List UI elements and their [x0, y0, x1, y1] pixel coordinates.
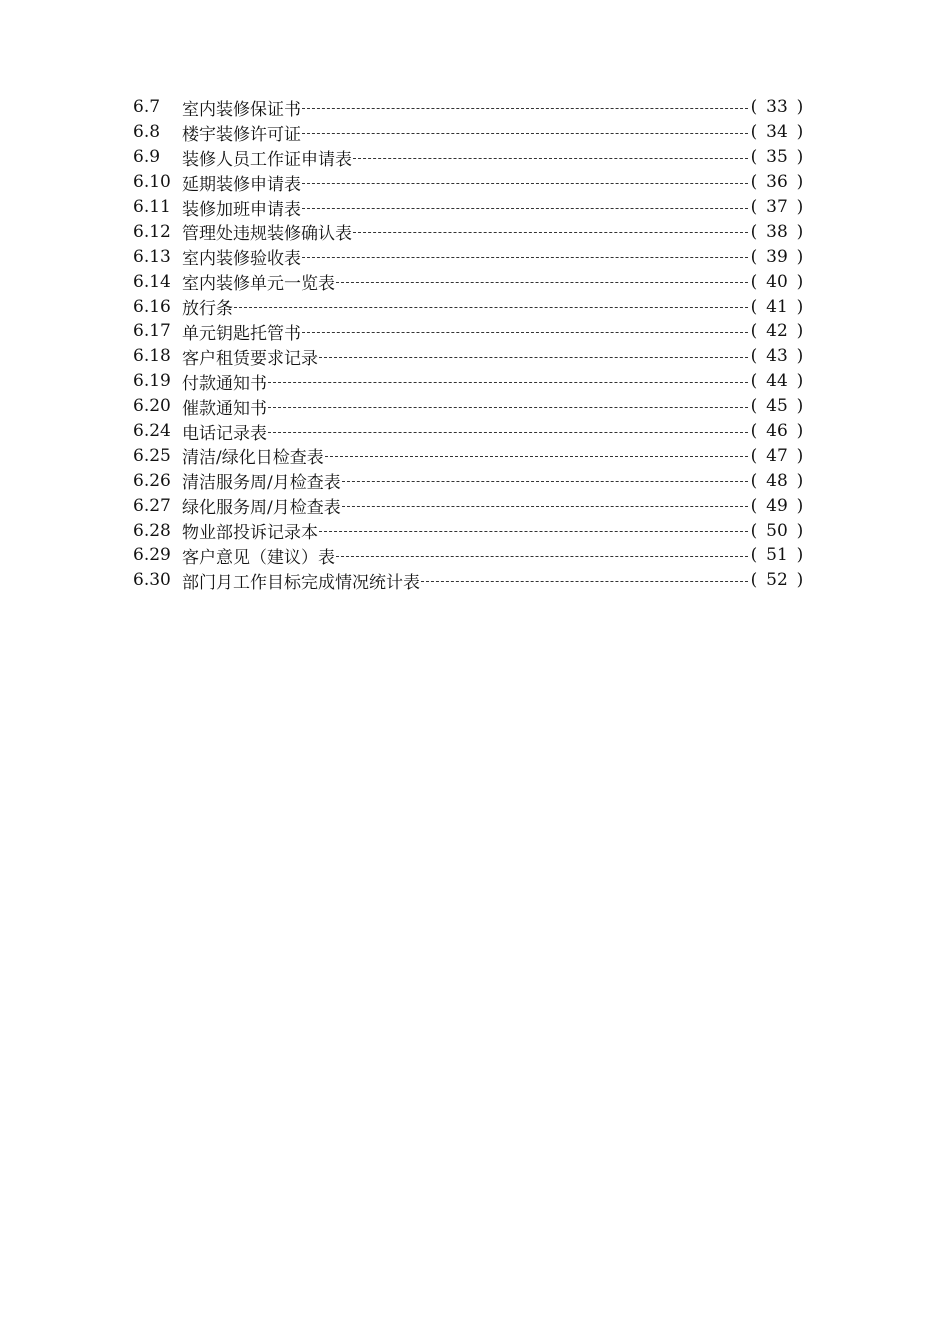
open-paren: ( — [750, 421, 758, 442]
toc-entry[interactable] — [133, 319, 805, 344]
dot-leader — [319, 357, 748, 358]
page-reference — [749, 147, 805, 167]
close-paren: ) — [796, 122, 804, 143]
toc-entry[interactable] — [133, 195, 805, 220]
entry-number: 6.20 — [133, 396, 171, 417]
page-reference — [749, 197, 805, 217]
entry-number: 6.30 — [133, 570, 171, 591]
toc-entry[interactable] — [133, 269, 805, 294]
entry-number: 6.9 — [133, 147, 161, 168]
page-number: 45 — [766, 396, 788, 417]
open-paren: ( — [750, 296, 758, 317]
open-paren: ( — [750, 246, 758, 267]
page-number: 33 — [766, 97, 788, 118]
entry-title: 催款通知书 — [182, 398, 267, 419]
entry-title: 清洁/绿化日检查表 — [182, 448, 324, 469]
dot-leader — [353, 158, 748, 159]
close-paren: ) — [796, 445, 804, 466]
close-paren: ) — [796, 570, 804, 591]
dot-leader — [353, 232, 748, 233]
toc-entry[interactable] — [133, 468, 805, 493]
toc-entry[interactable] — [133, 145, 805, 170]
entry-number: 6.25 — [133, 445, 171, 466]
open-paren: ( — [750, 197, 758, 217]
page-reference — [749, 446, 805, 466]
dot-leader — [302, 332, 748, 333]
entry-title: 室内装修单元一览表 — [182, 274, 335, 295]
open-paren: ( — [750, 470, 758, 491]
dot-leader — [302, 208, 748, 209]
dot-leader — [319, 531, 748, 532]
entry-number: 6.14 — [133, 271, 171, 292]
entry-title: 单元钥匙托管书 — [182, 323, 301, 344]
close-paren: ) — [796, 396, 804, 417]
page-number: 42 — [766, 321, 788, 342]
toc-entry[interactable] — [133, 443, 805, 468]
open-paren: ( — [750, 122, 758, 143]
close-paren: ) — [796, 97, 804, 118]
page-reference — [749, 346, 805, 366]
page-reference — [749, 545, 805, 565]
open-paren: ( — [750, 97, 758, 118]
toc-entry[interactable] — [133, 219, 805, 244]
entry-title: 装修人员工作证申请表 — [182, 149, 352, 170]
dot-leader — [302, 133, 748, 134]
entry-title: 客户意见（建议）表 — [182, 547, 335, 568]
entry-number: 6.10 — [133, 172, 171, 193]
close-paren: ) — [796, 470, 804, 491]
entry-number: 6.29 — [133, 545, 171, 566]
page-number: 51 — [766, 545, 788, 566]
entry-title: 物业部投诉记录本 — [182, 523, 318, 544]
dot-leader — [302, 257, 748, 258]
page-number: 40 — [766, 271, 788, 292]
entry-number: 6.26 — [133, 470, 171, 491]
entry-number: 6.27 — [133, 495, 171, 516]
page-number: 43 — [766, 346, 788, 367]
table-of-contents — [133, 95, 805, 593]
entry-title: 楼宇装修许可证 — [182, 124, 301, 145]
entry-number: 6.7 — [133, 97, 161, 118]
open-paren: ( — [750, 147, 758, 168]
close-paren: ) — [796, 545, 804, 566]
entry-number: 6.13 — [133, 246, 171, 267]
open-paren: ( — [750, 396, 758, 417]
page-reference — [749, 172, 805, 192]
close-paren: ) — [796, 246, 804, 267]
toc-entry[interactable] — [133, 244, 805, 269]
page-reference — [749, 521, 805, 541]
dot-leader — [268, 407, 748, 408]
dot-leader — [336, 282, 748, 283]
page-number: 35 — [766, 147, 788, 168]
entry-number: 6.11 — [133, 197, 171, 217]
entry-number: 6.16 — [133, 296, 171, 317]
dot-leader — [234, 307, 748, 308]
page-number: 48 — [766, 470, 788, 491]
page-number: 52 — [766, 570, 788, 591]
dot-leader — [302, 183, 748, 184]
toc-entry[interactable] — [133, 170, 805, 195]
toc-entry[interactable] — [133, 493, 805, 518]
toc-entry[interactable] — [133, 568, 805, 593]
close-paren: ) — [796, 296, 804, 317]
dot-leader — [342, 506, 748, 507]
page-reference — [749, 396, 805, 416]
entry-number: 6.17 — [133, 321, 171, 342]
close-paren: ) — [796, 346, 804, 367]
toc-entry[interactable] — [133, 543, 805, 568]
open-paren: ( — [750, 271, 758, 292]
page-reference — [749, 371, 805, 391]
toc-entry[interactable] — [133, 95, 805, 120]
open-paren: ( — [750, 321, 758, 342]
close-paren: ) — [796, 321, 804, 342]
entry-title: 装修加班申请表 — [182, 199, 301, 220]
toc-entry[interactable] — [133, 419, 805, 444]
open-paren: ( — [750, 570, 758, 591]
entry-title: 管理处违规装修确认表 — [182, 224, 352, 245]
dot-leader — [421, 581, 748, 582]
entry-title: 客户租赁要求记录 — [182, 348, 318, 369]
page-reference — [749, 496, 805, 516]
dot-leader — [342, 481, 748, 482]
page-number: 36 — [766, 172, 788, 193]
page-number: 49 — [766, 495, 788, 516]
page-reference — [749, 471, 805, 491]
page-reference — [749, 297, 805, 317]
entry-title: 部门月工作目标完成情况统计表 — [182, 572, 420, 593]
page-reference — [749, 272, 805, 292]
toc-entry[interactable] — [133, 294, 805, 319]
close-paren: ) — [796, 197, 804, 217]
entry-number: 6.28 — [133, 520, 171, 541]
close-paren: ) — [796, 421, 804, 442]
open-paren: ( — [750, 445, 758, 466]
page-number: 41 — [766, 296, 788, 317]
close-paren: ) — [796, 495, 804, 516]
entry-title: 延期装修申请表 — [182, 174, 301, 195]
entry-title: 室内装修保证书 — [182, 99, 301, 120]
open-paren: ( — [750, 495, 758, 516]
close-paren: ) — [796, 221, 804, 242]
open-paren: ( — [750, 371, 758, 392]
page-number: 38 — [766, 221, 788, 242]
entry-number: 6.24 — [133, 421, 171, 442]
entry-title: 室内装修验收表 — [182, 249, 301, 270]
toc-entry[interactable] — [133, 369, 805, 394]
page-number: 34 — [766, 122, 788, 143]
page-number: 50 — [766, 520, 788, 541]
dot-leader — [325, 456, 748, 457]
open-paren: ( — [750, 346, 758, 367]
page-number: 39 — [766, 246, 788, 267]
open-paren: ( — [750, 221, 758, 242]
page-reference — [749, 321, 805, 341]
entry-title: 清洁服务周/月检查表 — [182, 473, 341, 494]
page-number: 46 — [766, 421, 788, 442]
toc-entry[interactable] — [133, 120, 805, 145]
close-paren: ) — [796, 271, 804, 292]
entry-title: 放行条 — [182, 299, 233, 320]
entry-title: 付款通知书 — [182, 373, 267, 394]
toc-entry[interactable] — [133, 518, 805, 543]
open-paren: ( — [750, 172, 758, 193]
dot-leader — [302, 108, 748, 109]
entry-number: 6.19 — [133, 371, 171, 392]
page-reference — [749, 97, 805, 117]
open-paren: ( — [750, 520, 758, 541]
entry-title: 绿化服务周/月检查表 — [182, 498, 341, 519]
page-number: 44 — [766, 371, 788, 392]
entry-title: 电话记录表 — [182, 423, 267, 444]
page-number: 37 — [766, 197, 788, 217]
close-paren: ) — [796, 371, 804, 392]
open-paren: ( — [750, 545, 758, 566]
close-paren: ) — [796, 172, 804, 193]
page-reference — [749, 122, 805, 142]
close-paren: ) — [796, 520, 804, 541]
entry-number: 6.8 — [133, 122, 161, 143]
close-paren: ) — [796, 147, 804, 168]
dot-leader — [268, 382, 748, 383]
page-number: 47 — [766, 445, 788, 466]
page-reference — [749, 421, 805, 441]
toc-entry[interactable] — [133, 394, 805, 419]
dot-leader — [336, 556, 748, 557]
page-reference — [749, 222, 805, 242]
page-reference — [749, 247, 805, 267]
dot-leader — [268, 432, 748, 433]
entry-number: 6.18 — [133, 346, 171, 367]
toc-entry[interactable] — [133, 344, 805, 369]
page-reference — [749, 570, 805, 590]
entry-number: 6.12 — [133, 221, 171, 242]
